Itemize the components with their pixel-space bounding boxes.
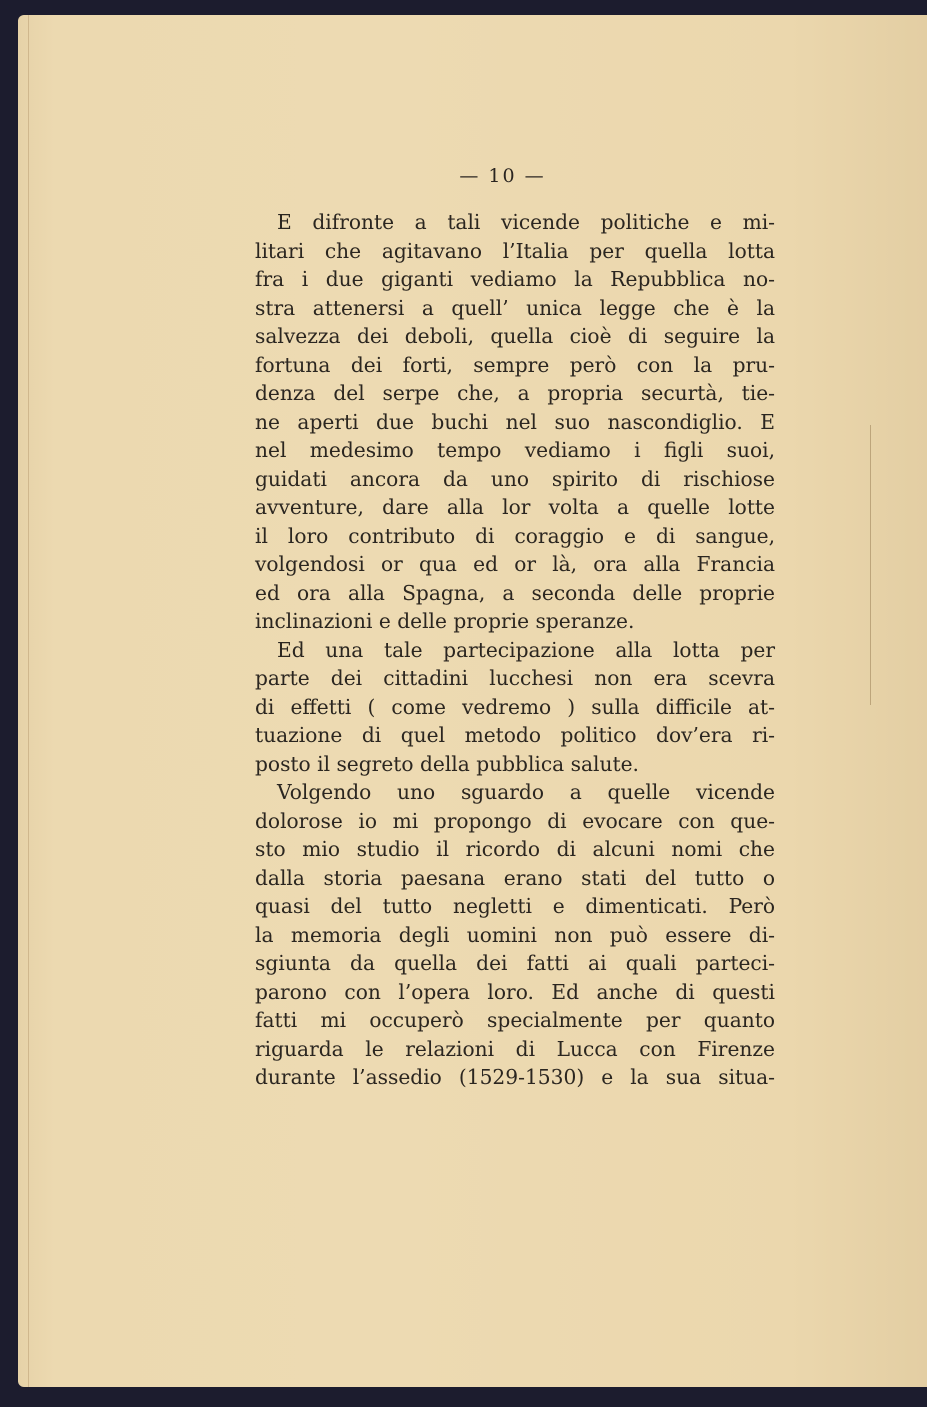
text-line: quasi del tutto negletti e dimenticati. Però bbox=[255, 894, 775, 918]
text-line: nel medesimo tempo vediamo i figli suoi, bbox=[255, 438, 775, 462]
text-line: sto mio studio il ricordo di alcuni nomi che bbox=[255, 837, 775, 861]
text-line: fatti mi occuperò specialmente per quanto bbox=[255, 1008, 775, 1032]
text-line: avventure, dare alla lor volta a quelle lotte bbox=[255, 495, 775, 519]
text-line: E difronte a tali vicende politiche e mi- bbox=[277, 210, 775, 234]
page-number: — 10 — bbox=[459, 165, 546, 187]
text-line: stra attenersi a quell’ unica legge che è la bbox=[255, 295, 775, 320]
text-line: inclinazioni e delle proprie speranze. bbox=[255, 609, 635, 633]
paragraph bbox=[255, 636, 775, 779]
text-line: dalla storia paesana erano stati del tutto o bbox=[255, 865, 775, 890]
text-line: fortuna dei forti, sempre però con la pru- bbox=[255, 352, 775, 377]
text-line: ed ora alla Spagna, a seconda delle proprie bbox=[255, 580, 775, 605]
text-line: sgiunta da quella dei fatti ai quali parteci- bbox=[255, 951, 775, 975]
text-line: di effetti ( come vedremo ) sulla difficile at- bbox=[255, 694, 775, 719]
text-line: ne aperti due buchi nel suo nascondiglio. E bbox=[255, 409, 775, 434]
text-line: Ed una tale partecipazione alla lotta per bbox=[277, 637, 775, 662]
text-line: dolorose io mi propongo di evocare con que- bbox=[255, 808, 775, 833]
text-line: parono con l’opera loro. Ed anche di questi bbox=[255, 979, 775, 1004]
paragraph bbox=[255, 778, 775, 1092]
text-line: riguarda le relazioni di Lucca con Firenze bbox=[255, 1036, 775, 1061]
text-line: fra i due giganti vediamo la Repubblica no- bbox=[255, 267, 775, 291]
text-line: litari che agitavano l’Italia per quella lotta bbox=[255, 238, 775, 263]
body-text bbox=[255, 208, 775, 1092]
text-line: Volgendo uno sguardo a quelle vicende bbox=[277, 780, 775, 804]
book-page bbox=[18, 15, 927, 1387]
text-line: salvezza dei deboli, quella cioè di seguire la bbox=[255, 324, 775, 348]
text-line: il loro contributo di coraggio e di sangue, bbox=[255, 523, 775, 548]
text-line: denza del serpe che, a propria securtà, tie- bbox=[255, 381, 775, 405]
text-line: posto il segreto della pubblica salute. bbox=[255, 751, 639, 776]
text-line: tuazione di quel metodo politico dov’era ri- bbox=[255, 723, 775, 747]
text-line: parte dei cittadini lucchesi non era scevra bbox=[255, 666, 775, 690]
paragraph bbox=[255, 208, 775, 636]
text-line: durante l’assedio (1529-1530) e la sua situa- bbox=[255, 1065, 775, 1089]
text-line: volgendosi or qua ed or là, ora alla Francia bbox=[255, 552, 775, 576]
text-line: guidati ancora da uno spirito di rischiose bbox=[255, 466, 775, 491]
text-line: la memoria degli uomini non può essere di- bbox=[255, 922, 775, 947]
